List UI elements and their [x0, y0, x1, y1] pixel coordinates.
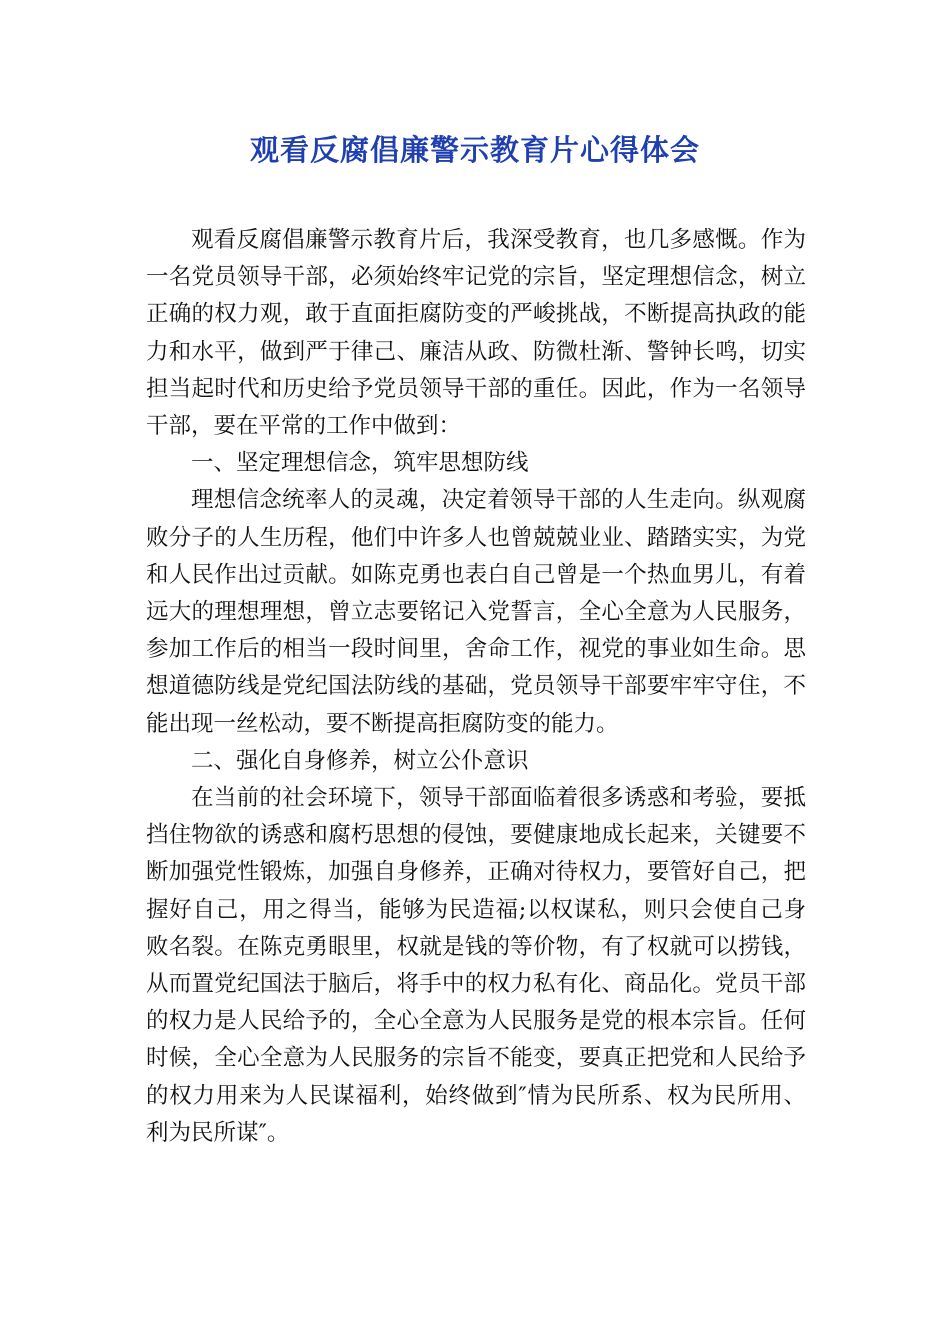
document-title: 观看反腐倡廉警示教育片心得体会	[249, 133, 700, 167]
paragraph-section-2: 在当前的社会环境下，领导干部面临着很多诱惑和考验，要抵挡住物欲的诱惑和腐朽思想的侵蚀，要健康地成长起来，关键要不断加强党性锻炼，加强自身修养，正确对待权力，要管好自己，把握好自己，用之得当，能够为民造福;以权谋私，则只会使自己身败名裂。在陈克勇眼里，权就是钱的等价物，有了权就可以捞钱，从而置党纪国法于脑后，将手中的权力私有化、商品化。党员干部的权力是人民给予的，全心全意为人民服务是党的根本宗旨。任何时候，全心全意为人民服务的宗旨不能变，要真正把党和人民给予的权力用来为人民谋福利，始终做到″情为民所系、权为民所用、利为民所谋″。	[146, 785, 806, 1146]
paragraph-section-1: 理想信念统率人的灵魂，决定着领导干部的人生走向。纵观腐败分子的人生历程，他们中许多人也曾兢兢业业、踏踏实实，为党和人民作出过贡献。如陈克勇也表白自己曾是一个热血男儿，有着远大的理想理想，曾立志要铭记入党誓言，全心全意为人民服务，参加工作后的相当一段时间里，舍命工作，视党的事业如生命。思想道德防线是党纪国法防线的基础，党员领导干部要牢牢守住，不能出现一丝松动，要不断提高拒腐防变的能力。	[146, 487, 806, 737]
document-body	[146, 222, 806, 1152]
paragraph-intro: 观看反腐倡廉警示教育片后，我深受教育，也几多感慨。作为一名党员领导干部，必须始终牢记党的宗旨，坚定理想信念，树立正确的权力观，敢于直面拒腐防变的严峻挑战，不断提高执政的能力和水平，做到严于律己、廉洁从政、防微杜渐、警钟长鸣，切实担当起时代和历史给予党员领导干部的重任。因此，作为一名领导干部，要在平常的工作中做到：	[146, 227, 806, 440]
section-heading-2: 二、强化自身修养，树立公仆意识	[191, 747, 529, 774]
section-heading-1: 一、坚定理想信念，筑牢思想防线	[191, 450, 529, 477]
